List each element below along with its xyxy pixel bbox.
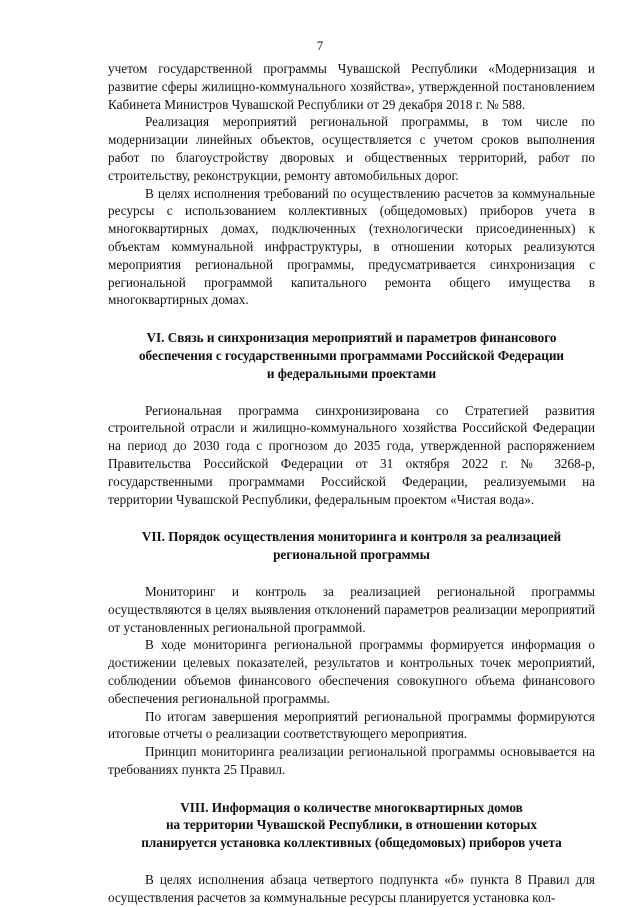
- paragraph-linear-objects: Реализация мероприятий региональной программы, в том числе по модернизации линейных объектов, осуществляется с учетом сроков выполнения работ по благоустройству дворовых и общественных территорий, работ по строительству, реконструкции, ремонту автомобильных дорог.: [108, 114, 595, 183]
- section-heading-viii: [108, 799, 595, 852]
- heading-line: VII. Порядок осуществления мониторинга и контроля за реализацией: [141, 529, 562, 545]
- heading-line: планируется установка коллективных (общедомовых) приборов учета: [141, 835, 562, 851]
- paragraph-final-reports: По итогам завершения мероприятий региональной программы формируются итоговые отчеты о реализации соответствующего мероприятия.: [108, 708, 595, 742]
- paragraph-monitoring-principle: Принцип мониторинга реализации региональной программы основывается на требованиях пункта 25 Правил.: [108, 744, 595, 777]
- paragraph-program-reference: учетом государственной программы Чувашской Республики «Модернизация и развитие сферы жилищно-коммунального хозяйства», утвержденной постановлением Кабинета Министров Чувашской Республики от 29 декабря 2018 г. № 588.: [108, 61, 595, 112]
- heading-line: региональной программы: [273, 547, 430, 563]
- section-heading-vi: [108, 329, 595, 382]
- heading-line: на территории Чувашской Республики, в отношении которых: [165, 817, 538, 833]
- heading-line: обеспечения с государственными программами Российской Федерации: [138, 347, 565, 363]
- page-number: 7: [316, 38, 324, 53]
- paragraph-metering-sync: В целях исполнения требований по осуществлению расчетов за коммунальные ресурсы с использованием коллективных (общедомовых) приборов учета в многоквартирных домах, подключенных (технологически присоединенных) к объектам коммунальной инфраструктуры, в отношении которых реализуются мероприятия региональной программы, предусматривается синхронизация с региональной программой капитального ремонта общего имущества в многоквартирных домах.: [108, 185, 595, 308]
- paragraph-monitoring-info: В ходе мониторинга региональной программы формируется информация о достижении целевых показателей, результатов и контрольных точек мероприятий, соблюдении объемов финансового обеспечения совокупного объема финансового обеспечения региональной программы.: [108, 637, 595, 706]
- heading-line: VIII. Информация о количестве многоквартирных домов: [180, 799, 523, 815]
- paragraph-monitoring-goal: Мониторинг и контроль за реализацией региональной программы осуществляются в целях выявления отклонений параметров реализации мероприятий от установленных региональной программой.: [108, 583, 595, 635]
- section-heading-vii: [108, 528, 595, 564]
- heading-line: и федеральными проектами: [266, 365, 437, 381]
- paragraph-meter-installation: В целях исполнения абзаца четвертого подпункта «б» пункта 8 Правил для осуществления расчетов за коммунальные ресурсы планируется установка кол-: [108, 872, 595, 905]
- document-body: [108, 60, 595, 907]
- heading-line: VI. Связь и синхронизация мероприятий и параметров финансового: [146, 330, 557, 346]
- paragraph-strategy-sync: Региональная программа синхронизирована со Стратегией развития строительной отрасли и жилищно-коммунального хозяйства Российской Федерации на период до 2030 года с прогнозом до 2035 года, утвержденной распоряжением Правительства Российской Федерации от 31 октября 2022 г. № 3268-р, государственными программами Российской Федерации, реализуемыми на территории Чувашской Республики, федеральным проектом «Чистая вода».: [108, 402, 595, 507]
